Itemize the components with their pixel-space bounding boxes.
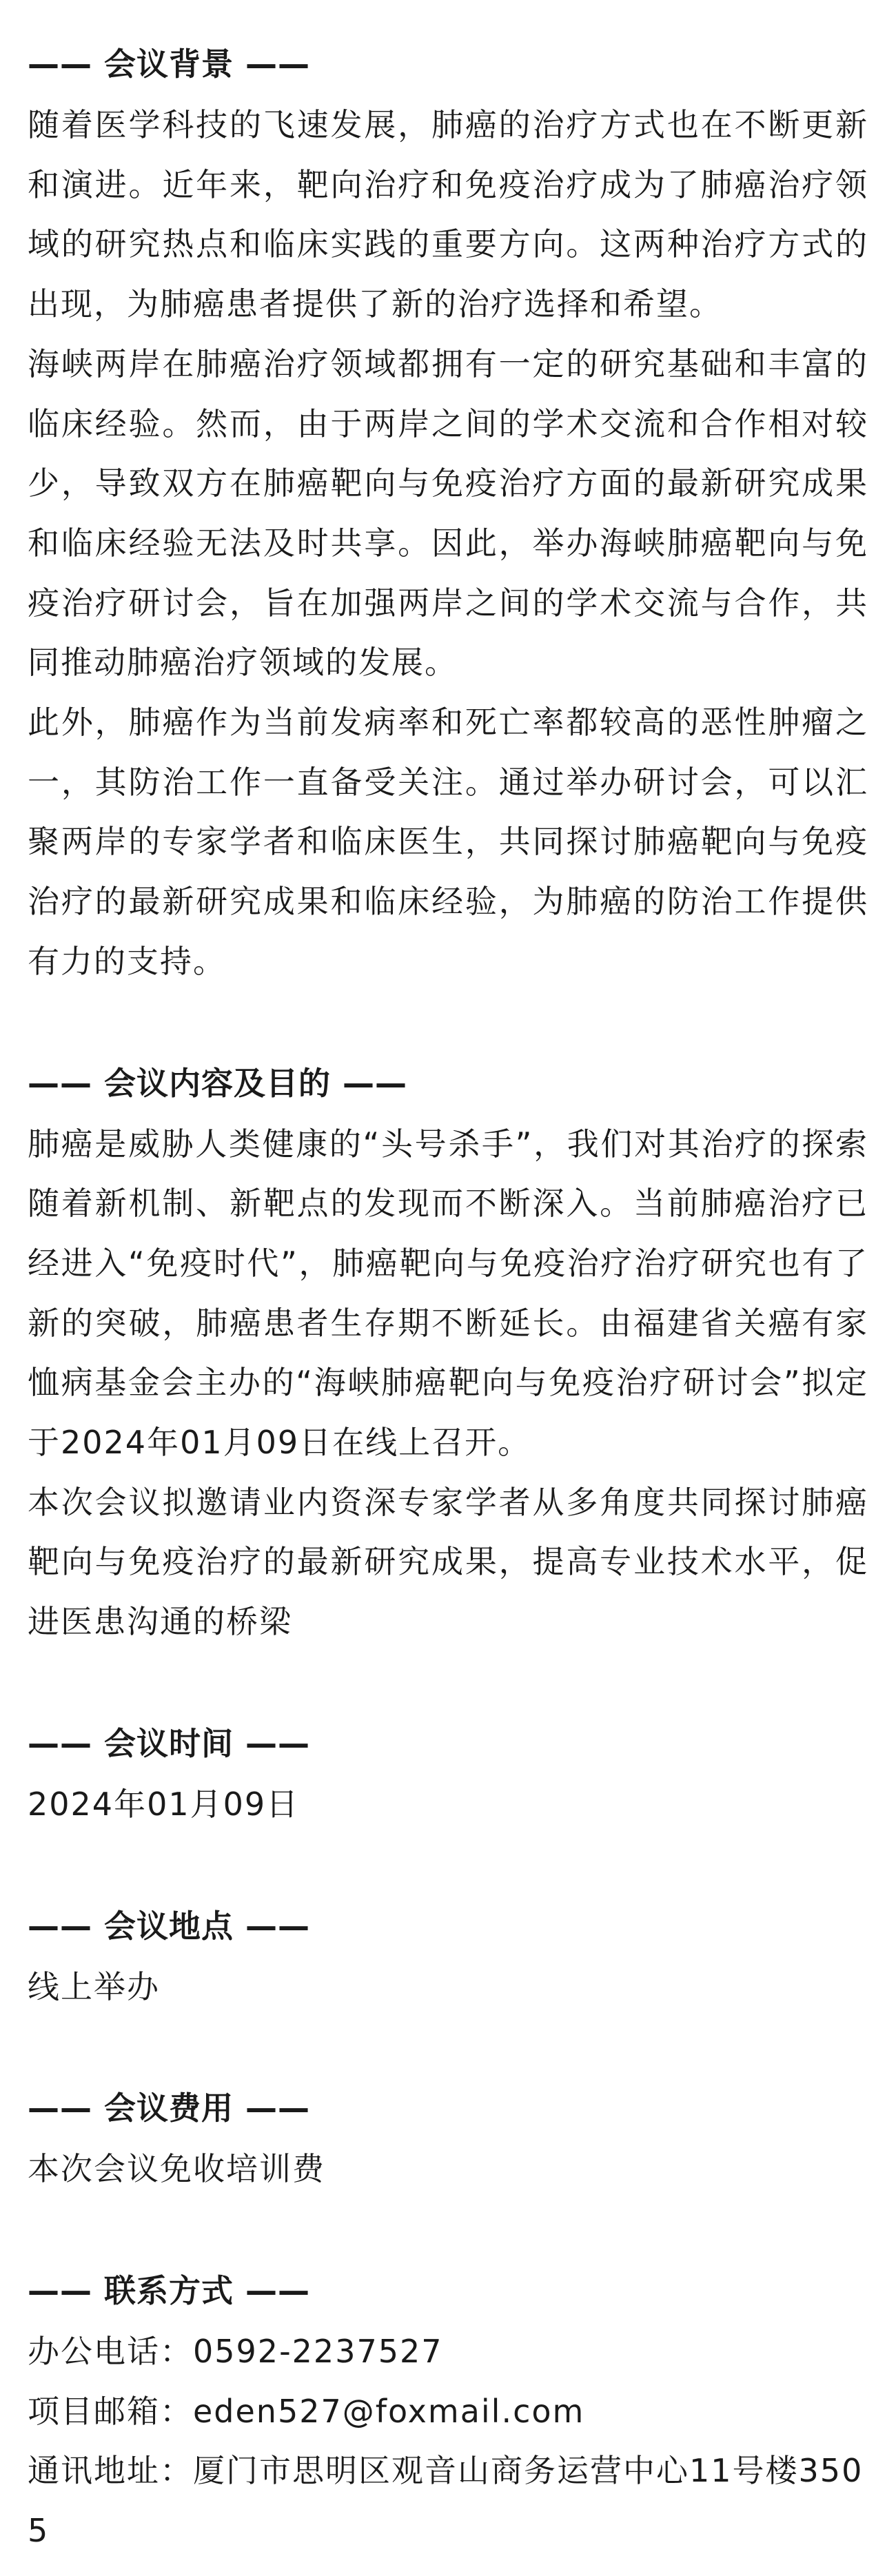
- content-paragraph-2: 本次会议拟邀请业内资深专家学者从多角度共同探讨肺癌靶向与免疫治疗的最新研究成果，提高专业技术水平，促进医患沟通的桥梁: [28, 1483, 868, 1641]
- content-paragraph-1: 肺癌是威胁人类健康的“头号杀手”，我们对其治疗的探索随着新机制、新靶点的发现而不断深入。当前肺癌治疗已经进入“免疫时代”，肺癌靶向与免疫治疗治疗研究也有了新的突破，肺癌患者生存期不断延长。由福建省关癌有家恤病基金会主办的“海峡肺癌靶向与免疫治疗研讨会”拟定于2024年01月09日在线上召开。: [28, 1125, 868, 1462]
- contact-phone: 办公电话：0592-2237527: [28, 2332, 443, 2370]
- background-paragraph-1: 随着医学科技的飞速发展，肺癌的治疗方式也在不断更新和演进。近年来，靶向治疗和免疫治疗成为了肺癌治疗领域的研究热点和临床实践的重要方向。这两种治疗方式的出现，为肺癌患者提供了新的治疗选择和希望。: [28, 106, 868, 323]
- section-fee: [28, 2077, 868, 2199]
- section-heading-fee: —— 会议费用 ——: [28, 2089, 311, 2127]
- background-paragraph-2: 海峡两岸在肺癌治疗领域都拥有一定的研究基础和丰富的临床经验。然而，由于两岸之间的学术交流和合作相对较少，导致双方在肺癌靶向与免疫治疗方面的最新研究成果和临床经验无法及时共享。因此，举办海峡肺癌靶向与免疫治疗研讨会，旨在加强两岸之间的学术交流与合作，共同推动肺癌治疗领域的发展。: [28, 345, 868, 682]
- section-heading-content-purpose: —— 会议内容及目的 ——: [28, 1064, 408, 1102]
- contact-email: 项目邮箱：eden527@foxmail.com: [28, 2392, 585, 2430]
- section-content-purpose: [28, 1052, 868, 1652]
- section-background: [28, 33, 868, 992]
- meeting-location: 线上举办: [28, 1967, 160, 2005]
- section-time: [28, 1713, 868, 1834]
- section-heading-contact: —— 联系方式 ——: [28, 2271, 311, 2309]
- section-heading-background: —— 会议背景 ——: [28, 45, 311, 83]
- section-location: [28, 1895, 868, 2017]
- background-paragraph-3: 此外，肺癌作为当前发病率和死亡率都较高的恶性肿瘤之一，其防治工作一直备受关注。通过举办研讨会，可以汇聚两岸的专家学者和临床医生，共同探讨肺癌靶向与免疫治疗的最新研究成果和临床经验，为肺癌的防治工作提供有力的支持。: [28, 704, 868, 980]
- contact-address: 通讯地址：厦门市思明区观音山商务运营中心11号楼3505: [28, 2452, 864, 2550]
- meeting-fee: 本次会议免收培训费: [28, 2150, 325, 2188]
- section-heading-location: —— 会议地点 ——: [28, 1907, 311, 1945]
- section-contact: [28, 2260, 868, 2561]
- section-heading-time: —— 会议时间 ——: [28, 1724, 311, 1762]
- meeting-date: 2024年01月09日: [28, 1785, 300, 1823]
